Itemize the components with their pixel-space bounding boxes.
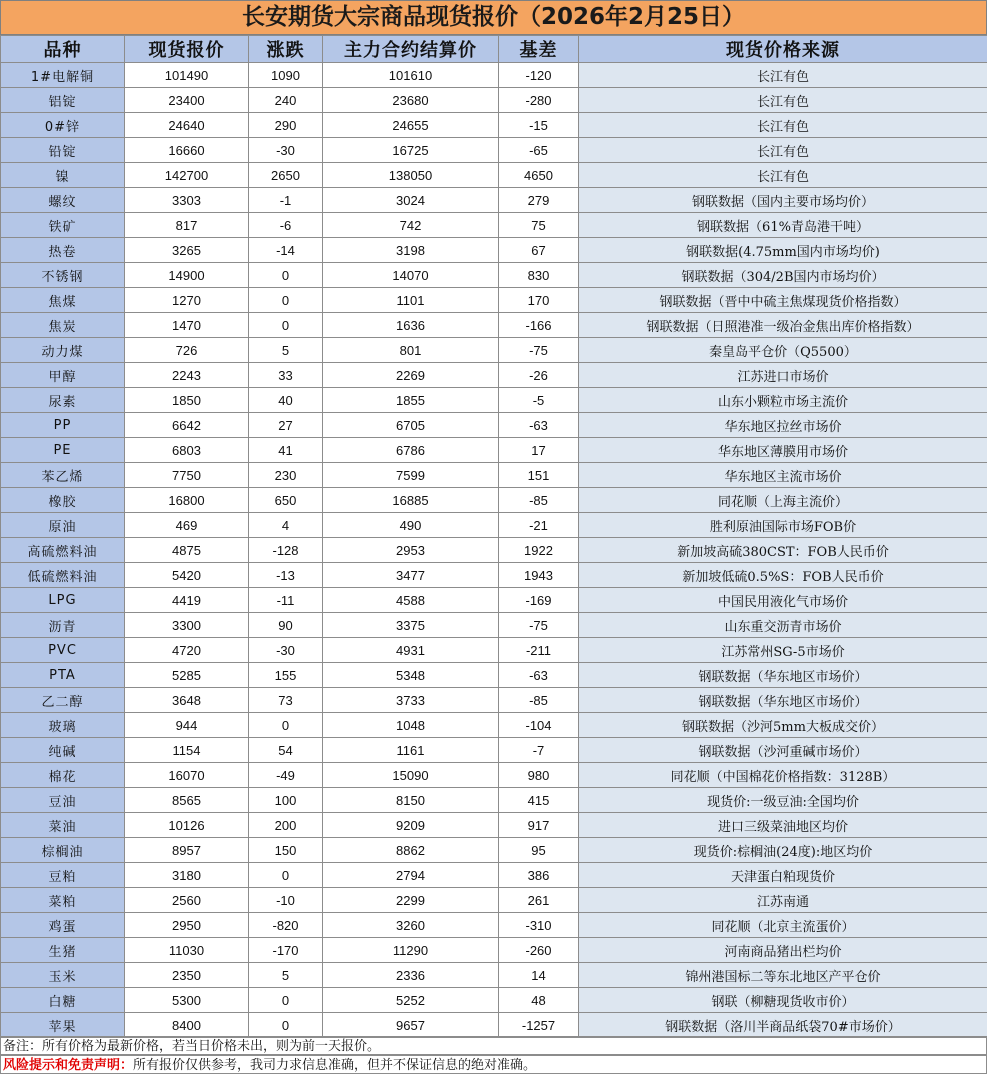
table-row [1,363,987,388]
settlement-cell: 5348 [323,663,499,688]
source-cell: 秦皇岛平仓价（Q5500） [579,338,987,363]
sheet-title: 长安期货大宗商品现货报价（2026年2月25日） [0,0,987,35]
variety-cell: 菜油 [1,813,125,838]
footnote: 备注：所有价格为最新价格，若当日价格未出，则为前一天报价。 [0,1036,987,1055]
table-row [1,738,987,763]
table-row [1,413,987,438]
header-variety: 品种 [1,36,125,63]
basis-cell: 1943 [499,563,579,588]
variety-cell: 乙二醇 [1,688,125,713]
settlement-cell: 3375 [323,613,499,638]
basis-cell: -7 [499,738,579,763]
table-row [1,938,987,963]
source-cell: 钢联数据（沙河重碱市场价） [579,738,987,763]
basis-cell: -260 [499,938,579,963]
table-row [1,988,987,1013]
spot-price-cell: 1154 [125,738,249,763]
change-cell: 650 [249,488,323,513]
settlement-cell: 1855 [323,388,499,413]
settlement-cell: 8862 [323,838,499,863]
change-cell: 41 [249,438,323,463]
table-row [1,588,987,613]
basis-cell: -169 [499,588,579,613]
spot-price-cell: 4875 [125,538,249,563]
basis-cell: -280 [499,88,579,113]
table-row [1,663,987,688]
change-cell: 4 [249,513,323,538]
source-cell: 新加坡高硫380CST：FOB人民币价 [579,538,987,563]
table-row [1,163,987,188]
source-cell: 同花顺（上海主流价） [579,488,987,513]
basis-cell: -120 [499,63,579,88]
table-row [1,763,987,788]
settlement-cell: 3260 [323,913,499,938]
variety-cell: 镍 [1,163,125,188]
basis-cell: 386 [499,863,579,888]
change-cell: -1 [249,188,323,213]
table-row [1,288,987,313]
basis-cell: 415 [499,788,579,813]
basis-cell: 980 [499,763,579,788]
change-cell: -13 [249,563,323,588]
basis-cell: -310 [499,913,579,938]
change-cell: 0 [249,988,323,1013]
change-cell: 90 [249,613,323,638]
settlement-cell: 2299 [323,888,499,913]
disclaimer [0,1055,987,1074]
variety-cell: PP [1,413,125,438]
source-cell: 江苏常州SG-5市场价 [579,638,987,663]
variety-cell: 0#锌 [1,113,125,138]
spot-price-cell: 16800 [125,488,249,513]
table-row [1,488,987,513]
source-cell: 长江有色 [579,138,987,163]
settlement-cell: 23680 [323,88,499,113]
source-cell: 中国民用液化气市场价 [579,588,987,613]
spot-price-cell: 2350 [125,963,249,988]
spot-price-cell: 3303 [125,188,249,213]
quote-table [0,35,987,1038]
variety-cell: PTA [1,663,125,688]
variety-cell: 铁矿 [1,213,125,238]
variety-cell: PE [1,438,125,463]
source-cell: 华东地区主流市场价 [579,463,987,488]
table-header-row [1,36,987,63]
settlement-cell: 2794 [323,863,499,888]
change-cell: 5 [249,338,323,363]
spot-price-cell: 24640 [125,113,249,138]
spot-price-cell: 2243 [125,363,249,388]
settlement-cell: 2269 [323,363,499,388]
basis-cell: -65 [499,138,579,163]
change-cell: -30 [249,638,323,663]
variety-cell: 不锈钢 [1,263,125,288]
settlement-cell: 490 [323,513,499,538]
variety-cell: 焦煤 [1,288,125,313]
spot-price-cell: 6642 [125,413,249,438]
variety-cell: 棕榈油 [1,838,125,863]
change-cell: -14 [249,238,323,263]
source-cell: 钢联数据（304/2B国内市场均价） [579,263,987,288]
source-cell: 钢联数据（61%青岛港干吨） [579,213,987,238]
variety-cell: 玻璃 [1,713,125,738]
settlement-cell: 3477 [323,563,499,588]
source-cell: 钢联数据(4.75mm国内市场均价) [579,238,987,263]
source-cell: 山东小颗粒市场主流价 [579,388,987,413]
settlement-cell: 1101 [323,288,499,313]
settlement-cell: 101610 [323,63,499,88]
table-row [1,613,987,638]
table-row [1,213,987,238]
spot-price-cell: 1270 [125,288,249,313]
table-row [1,838,987,863]
source-cell: 钢联数据（华东地区市场价） [579,688,987,713]
source-cell: 长江有色 [579,113,987,138]
basis-cell: -75 [499,338,579,363]
source-cell: 同花顺（中国棉花价格指数：3128B） [579,763,987,788]
disclaimer-text: 所有报价仅供参考，我司力求信息准确，但并不保证信息的绝对准确。 [133,1058,537,1073]
basis-cell: 151 [499,463,579,488]
basis-cell: -75 [499,613,579,638]
spot-price-cell: 5300 [125,988,249,1013]
settlement-cell: 14070 [323,263,499,288]
spot-price-cell: 23400 [125,88,249,113]
source-cell: 长江有色 [579,63,987,88]
spot-price-cell: 1850 [125,388,249,413]
variety-cell: 鸡蛋 [1,913,125,938]
source-cell: 钢联数据（日照港准一级冶金焦出库价格指数） [579,313,987,338]
source-cell: 华东地区拉丝市场价 [579,413,987,438]
basis-cell: 17 [499,438,579,463]
basis-cell: -21 [499,513,579,538]
settlement-cell: 5252 [323,988,499,1013]
variety-cell: 铅锭 [1,138,125,163]
change-cell: 240 [249,88,323,113]
spot-price-cell: 5420 [125,563,249,588]
change-cell: 5 [249,963,323,988]
basis-cell: 75 [499,213,579,238]
variety-cell: 沥青 [1,613,125,638]
source-cell: 钢联数据（晋中中硫主焦煤现货价格指数） [579,288,987,313]
table-row [1,338,987,363]
header-settlement: 主力合约结算价 [323,36,499,63]
settlement-cell: 2336 [323,963,499,988]
basis-cell: -1257 [499,1013,579,1038]
basis-cell: 48 [499,988,579,1013]
source-cell: 江苏南通 [579,888,987,913]
settlement-cell: 2953 [323,538,499,563]
change-cell: -11 [249,588,323,613]
variety-cell: 原油 [1,513,125,538]
source-cell: 钢联数据（沙河5mm大板成交价） [579,713,987,738]
source-cell: 钢联数据（华东地区市场价） [579,663,987,688]
change-cell: 0 [249,313,323,338]
table-row [1,913,987,938]
spot-price-cell: 16660 [125,138,249,163]
basis-cell: -104 [499,713,579,738]
change-cell: 73 [249,688,323,713]
spot-price-cell: 8957 [125,838,249,863]
source-cell: 新加坡低硫0.5%S：FOB人民币价 [579,563,987,588]
variety-cell: 铝锭 [1,88,125,113]
settlement-cell: 4931 [323,638,499,663]
spot-price-cell: 3300 [125,613,249,638]
table-row [1,438,987,463]
settlement-cell: 6786 [323,438,499,463]
basis-cell: 170 [499,288,579,313]
variety-cell: 尿素 [1,388,125,413]
basis-cell: 917 [499,813,579,838]
variety-cell: 螺纹 [1,188,125,213]
source-cell: 现货价:棕榈油(24度):地区均价 [579,838,987,863]
change-cell: 0 [249,263,323,288]
change-cell: -128 [249,538,323,563]
table-row [1,188,987,213]
basis-cell: -85 [499,488,579,513]
change-cell: -6 [249,213,323,238]
spot-price-cell: 8565 [125,788,249,813]
table-row [1,638,987,663]
header-change: 涨跌 [249,36,323,63]
settlement-cell: 8150 [323,788,499,813]
source-cell: 山东重交沥青市场价 [579,613,987,638]
settlement-cell: 3198 [323,238,499,263]
settlement-cell: 1161 [323,738,499,763]
table-row [1,388,987,413]
settlement-cell: 16725 [323,138,499,163]
change-cell: 290 [249,113,323,138]
variety-cell: 橡胶 [1,488,125,513]
settlement-cell: 801 [323,338,499,363]
basis-cell: 279 [499,188,579,213]
change-cell: 33 [249,363,323,388]
table-row [1,788,987,813]
table-row [1,238,987,263]
change-cell: 54 [249,738,323,763]
spot-price-cell: 14900 [125,263,249,288]
settlement-cell: 3733 [323,688,499,713]
change-cell: 200 [249,813,323,838]
table-row [1,963,987,988]
variety-cell: 1#电解铜 [1,63,125,88]
table-row [1,888,987,913]
table-row [1,263,987,288]
spot-price-cell: 6803 [125,438,249,463]
change-cell: -49 [249,763,323,788]
spot-price-cell: 2950 [125,913,249,938]
variety-cell: 焦炭 [1,313,125,338]
spot-price-cell: 817 [125,213,249,238]
settlement-cell: 15090 [323,763,499,788]
spot-price-cell: 10126 [125,813,249,838]
change-cell: 40 [249,388,323,413]
source-cell: 现货价:一级豆油:全国均价 [579,788,987,813]
table-row [1,1013,987,1038]
spot-price-cell: 944 [125,713,249,738]
settlement-cell: 4588 [323,588,499,613]
change-cell: 0 [249,713,323,738]
variety-cell: 苯乙烯 [1,463,125,488]
settlement-cell: 1636 [323,313,499,338]
basis-cell: 1922 [499,538,579,563]
settlement-cell: 3024 [323,188,499,213]
source-cell: 钢联数据（国内主要市场均价） [579,188,987,213]
spot-price-cell: 3180 [125,863,249,888]
spot-price-cell: 4419 [125,588,249,613]
settlement-cell: 138050 [323,163,499,188]
spot-price-cell: 142700 [125,163,249,188]
variety-cell: 棉花 [1,763,125,788]
table-row [1,88,987,113]
source-cell: 钢联数据（洛川半商品纸袋70#市场价） [579,1013,987,1038]
settlement-cell: 6705 [323,413,499,438]
change-cell: 150 [249,838,323,863]
change-cell: 100 [249,788,323,813]
change-cell: 0 [249,1013,323,1038]
variety-cell: 高硫燃料油 [1,538,125,563]
source-cell: 长江有色 [579,163,987,188]
table-row [1,113,987,138]
variety-cell: 玉米 [1,963,125,988]
basis-cell: 4650 [499,163,579,188]
settlement-cell: 9657 [323,1013,499,1038]
header-source: 现货价格来源 [579,36,987,63]
source-cell: 进口三级菜油地区均价 [579,813,987,838]
header-spot-price: 现货报价 [125,36,249,63]
spot-price-cell: 16070 [125,763,249,788]
variety-cell: 生猪 [1,938,125,963]
variety-cell: 豆油 [1,788,125,813]
basis-cell: -85 [499,688,579,713]
settlement-cell: 24655 [323,113,499,138]
change-cell: 1090 [249,63,323,88]
settlement-cell: 1048 [323,713,499,738]
basis-cell: 261 [499,888,579,913]
spot-price-cell: 2560 [125,888,249,913]
table-row [1,63,987,88]
variety-cell: 低硫燃料油 [1,563,125,588]
source-cell: 锦州港国标二等东北地区产平仓价 [579,963,987,988]
spot-price-cell: 11030 [125,938,249,963]
table-row [1,513,987,538]
change-cell: 0 [249,863,323,888]
variety-cell: 甲醇 [1,363,125,388]
variety-cell: 热卷 [1,238,125,263]
variety-cell: 苹果 [1,1013,125,1038]
spot-price-cell: 469 [125,513,249,538]
spot-price-cell: 7750 [125,463,249,488]
change-cell: 27 [249,413,323,438]
basis-cell: 14 [499,963,579,988]
spot-price-cell: 3648 [125,688,249,713]
settlement-cell: 742 [323,213,499,238]
source-cell: 天津蛋白粕现货价 [579,863,987,888]
disclaimer-label: 风险提示和免责声明： [3,1058,134,1073]
basis-cell: -166 [499,313,579,338]
basis-cell: -15 [499,113,579,138]
source-cell: 胜利原油国际市场FOB价 [579,513,987,538]
source-cell: 河南商品猪出栏均价 [579,938,987,963]
basis-cell: -63 [499,663,579,688]
spot-price-cell: 101490 [125,63,249,88]
basis-cell: 67 [499,238,579,263]
spot-price-cell: 4720 [125,638,249,663]
settlement-cell: 9209 [323,813,499,838]
variety-cell: 动力煤 [1,338,125,363]
spot-price-cell: 5285 [125,663,249,688]
spot-price-cell: 726 [125,338,249,363]
table-row [1,563,987,588]
source-cell: 江苏进口市场价 [579,363,987,388]
table-row [1,138,987,163]
header-basis: 基差 [499,36,579,63]
change-cell: 0 [249,288,323,313]
spot-price-cell: 8400 [125,1013,249,1038]
variety-cell: LPG [1,588,125,613]
variety-cell: PVC [1,638,125,663]
table-row [1,863,987,888]
table-row [1,713,987,738]
variety-cell: 纯碱 [1,738,125,763]
change-cell: 230 [249,463,323,488]
source-cell: 同花顺（北京主流蛋价） [579,913,987,938]
table-row [1,313,987,338]
source-cell: 华东地区薄膜用市场价 [579,438,987,463]
variety-cell: 豆粕 [1,863,125,888]
spot-price-cell: 1470 [125,313,249,338]
change-cell: 2650 [249,163,323,188]
basis-cell: 95 [499,838,579,863]
change-cell: -820 [249,913,323,938]
source-cell: 长江有色 [579,88,987,113]
basis-cell: -63 [499,413,579,438]
settlement-cell: 11290 [323,938,499,963]
variety-cell: 菜粕 [1,888,125,913]
source-cell: 钢联（柳糖现货收市价） [579,988,987,1013]
spot-price-cell: 3265 [125,238,249,263]
table-row [1,538,987,563]
table-row [1,813,987,838]
basis-cell: -26 [499,363,579,388]
basis-cell: -5 [499,388,579,413]
change-cell: -170 [249,938,323,963]
change-cell: -10 [249,888,323,913]
settlement-cell: 7599 [323,463,499,488]
variety-cell: 白糖 [1,988,125,1013]
basis-cell: 830 [499,263,579,288]
change-cell: -30 [249,138,323,163]
table-row [1,688,987,713]
change-cell: 155 [249,663,323,688]
settlement-cell: 16885 [323,488,499,513]
table-row [1,463,987,488]
basis-cell: -211 [499,638,579,663]
